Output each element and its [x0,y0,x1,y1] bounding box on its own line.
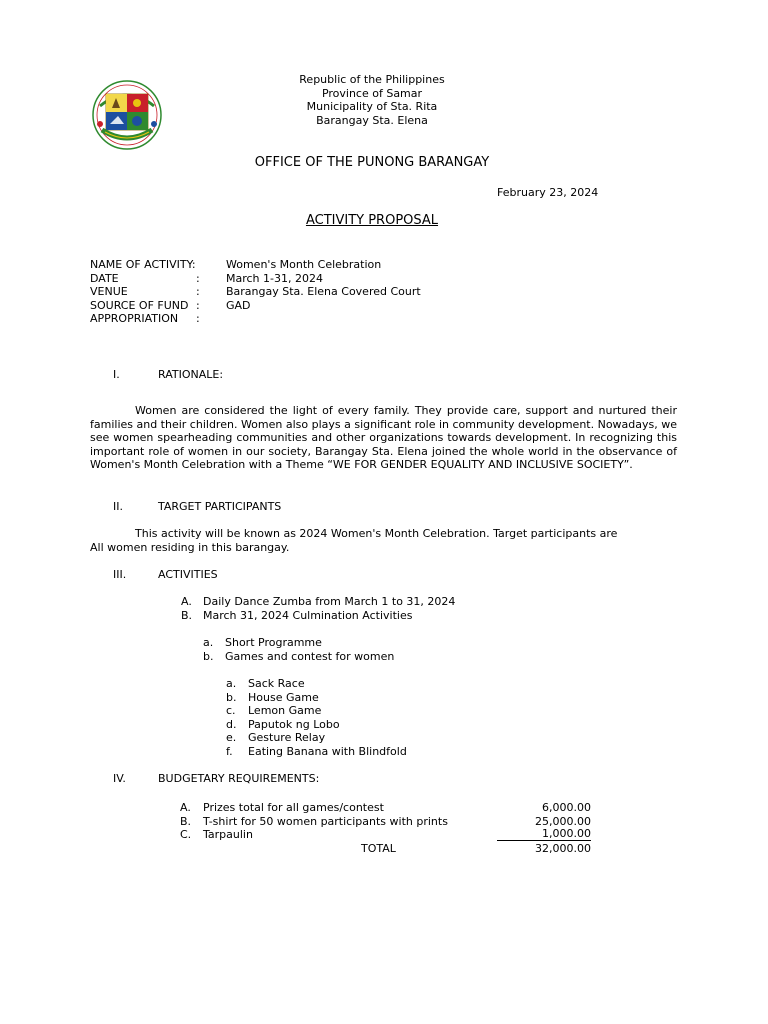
target-text-line-1: This activity will be known as 2024 Women's Month Celebration. Target participants are [135,527,618,540]
list-text: Sack Race [248,677,305,690]
list-text: House Game [248,690,319,704]
info-colon: : [196,298,200,312]
section-number: I. [113,368,120,381]
barangay-seal [92,80,162,150]
barangay-seal-icon [92,80,162,150]
budget-item: Tarpaulin [203,828,253,842]
letterhead-line: Barangay Sta. Elena [316,113,428,127]
info-colon: : [196,285,200,299]
info-colon: : [196,271,200,285]
document-date: February 23, 2024 [497,186,599,199]
letterhead-line: Province of Samar [321,86,423,100]
info-value: March 1-31, 2024 [226,271,323,285]
list-text: Paputok ng Lobo [248,717,340,731]
list-marker: e. [226,731,237,745]
info-value: Barangay Sta. Elena Covered Court [226,285,421,299]
info-label: NAME OF ACTIVITY: [90,258,196,271]
list-marker: f. [226,744,233,758]
section-title: ACTIVITIES [158,568,218,581]
list-marker: d. [226,717,237,731]
list-text: Lemon Game [248,704,322,718]
info-label: VENUE [90,285,128,299]
letterhead-line: Municipality of Sta. Rita [306,100,438,114]
budget-amount: 1,000.00 [497,828,591,841]
section-number: IV. [113,772,126,785]
budget-item: T-shirt for 50 women participants with prints [203,814,448,828]
info-colon: : [196,312,200,326]
info-value: Women's Month Celebration [226,258,382,271]
budget-total-label: TOTAL [361,841,396,855]
list-text: Gesture Relay [248,731,326,745]
list-text: Daily Dance Zumba from March 1 to 31, 2024 [203,595,456,608]
budget-marker: B. [180,814,192,828]
office-title: OFFICE OF THE PUNONG BARANGAY [254,155,490,170]
rationale-paragraph [90,404,677,472]
section-title: RATIONALE: [158,368,224,381]
budget-total-amount: 32,000.00 [535,841,591,855]
section-number: II. [113,500,123,513]
budget-row [180,801,591,815]
list-marker: B. [181,608,193,622]
list-marker: b. [226,690,237,704]
budget-amount: 25,000.00 [535,814,591,828]
list-text: Games and contest for women [225,649,395,663]
list-marker: c. [226,704,236,718]
list-marker: a. [203,636,214,649]
list-text: March 31, 2024 Culmination Activities [203,608,413,622]
section-title: TARGET PARTICIPANTS [158,500,282,513]
info-label: SOURCE OF FUND [90,298,189,312]
budget-row [180,815,591,829]
target-text-line-2: All women residing in this barangay. [90,541,290,554]
list-marker: A. [181,595,192,608]
info-label: APPROPRIATION [90,312,179,326]
list-marker: b. [203,649,214,663]
budget-row [180,828,591,842]
info-label: DATE [90,271,119,285]
section-title: BUDGETARY REQUIREMENTS: [158,772,320,785]
budget-item: Prizes total for all games/contest [203,801,384,814]
budget-total-row [180,842,591,856]
budget-marker: A. [180,801,191,814]
rationale-text: Women are considered the light of every family. They provide care, support and nurtured their families and their children. Women also plays a significant role in community development. Nowadays, we see women spearheading communities and other organizations towards development. In recognizing this important role of women in our society, Barangay Sta. Elena joined the whole world in the observance of Women's Month Celebration with a Theme “WE FOR GENDER EQUALITY AND INCLUSIVE SOCIETY”. [90,404,678,472]
letterhead [230,73,514,127]
budget-marker: C. [180,828,192,842]
budget-amount: 6,000.00 [542,801,591,814]
section-number: III. [113,568,127,581]
list-text: Eating Banana with Blindfold [248,744,407,758]
list-text: Short Programme [225,636,322,649]
info-value: GAD [226,298,251,312]
budget-table [180,801,591,855]
letterhead-line: Republic of the Philippines [299,73,445,86]
document-title: ACTIVITY PROPOSAL [305,213,439,228]
list-marker: a. [226,677,237,690]
